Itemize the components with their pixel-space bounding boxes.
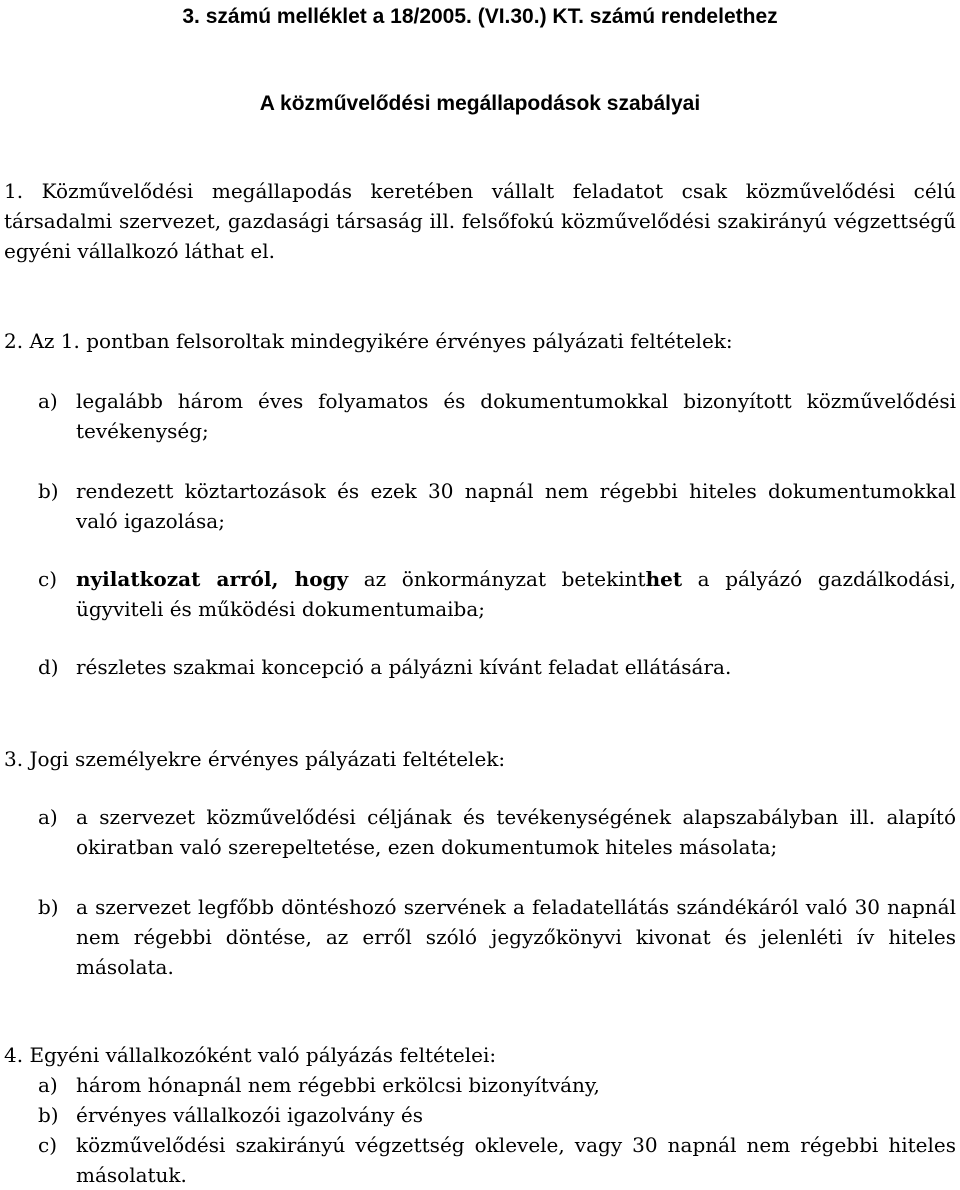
item-text: részletes szakmai koncepció a pályázni kívánt feladat ellátására. xyxy=(76,655,732,679)
item-marker: c) xyxy=(38,567,58,591)
item-text-part: a pályázó gazdálkodási, ügyviteli és működési dokumentumaiba; xyxy=(76,567,957,621)
item-text xyxy=(76,564,956,624)
section-2-item-b xyxy=(4,476,956,536)
emphasis-declaration: nyilatkozat arról, hogy xyxy=(76,567,349,591)
section-1-paragraph: 1. Közművelődési megállapodás keretében vállalt feladatot csak közművelődési célú társadalmi szervezet, gazdasági társaság ill. felsőfokú közművelődési szakirányú végzettségű egyéni vállalkozó láthat el. xyxy=(4,179,956,263)
item-text: érvényes vállalkozói igazolvány és xyxy=(76,1103,423,1127)
item-marker: b) xyxy=(38,479,59,503)
item-marker: a) xyxy=(38,389,58,413)
item-text: rendezett köztartozások és ezek 30 napnál nem régebbi hiteles dokumentumokkal való igazolása; xyxy=(76,479,956,533)
section-4-item-a xyxy=(4,1070,956,1100)
emphasis-suffix: het xyxy=(645,567,683,591)
section-4-intro: 4. Egyéni vállalkozóként való pályázás feltételei: xyxy=(4,1043,497,1067)
item-text-part: az önkormányzat betekint xyxy=(348,567,646,591)
section-4-item-b xyxy=(4,1100,956,1130)
section-2-item-a xyxy=(4,386,956,446)
section-3-item-a xyxy=(4,802,956,862)
document-title: 3. számú melléklet a 18/2005. (VI.30.) KT. számú rendelethez xyxy=(182,5,778,28)
item-text: közművelődési szakirányú végzettség oklevele, vagy 30 napnál nem régebbi hiteles másolatuk. xyxy=(76,1133,956,1187)
item-marker: a) xyxy=(38,805,58,829)
section-2-item-c xyxy=(4,564,956,624)
section-3-item-b xyxy=(4,892,956,982)
section-2-intro: 2. Az 1. pontban felsoroltak mindegyikére érvényes pályázati feltételek: xyxy=(4,329,733,353)
item-text: a szervezet közművelődési céljának és tevékenységének alapszabályban ill. alapító okiratban való szerepeltetése, ezen dokumentumok hiteles másolata; xyxy=(76,805,956,859)
section-3-intro: 3. Jogi személyekre érvényes pályázati feltételek: xyxy=(4,747,506,771)
document-subtitle: A közművelődési megállapodások szabályai xyxy=(259,92,701,115)
item-text: három hónapnál nem régebbi erkölcsi bizonyítvány, xyxy=(76,1073,600,1097)
item-text: a szervezet legfőbb döntéshozó szervének a feladatellátás szándékáról való 30 napnál nem régebbi döntése, az erről szóló jegyzőkönyvi kivonat és jelenléti ív hiteles másolata. xyxy=(76,895,956,979)
item-marker: d) xyxy=(38,655,59,679)
item-text: legalább három éves folyamatos és dokumentumokkal bizonyított közművelődési tevékenység; xyxy=(76,389,956,443)
item-marker: b) xyxy=(38,895,59,919)
item-marker: a) xyxy=(38,1073,58,1097)
item-marker: c) xyxy=(38,1133,58,1157)
section-4-item-c xyxy=(4,1130,956,1190)
section-2-item-d xyxy=(4,652,956,682)
item-marker: b) xyxy=(38,1103,59,1127)
